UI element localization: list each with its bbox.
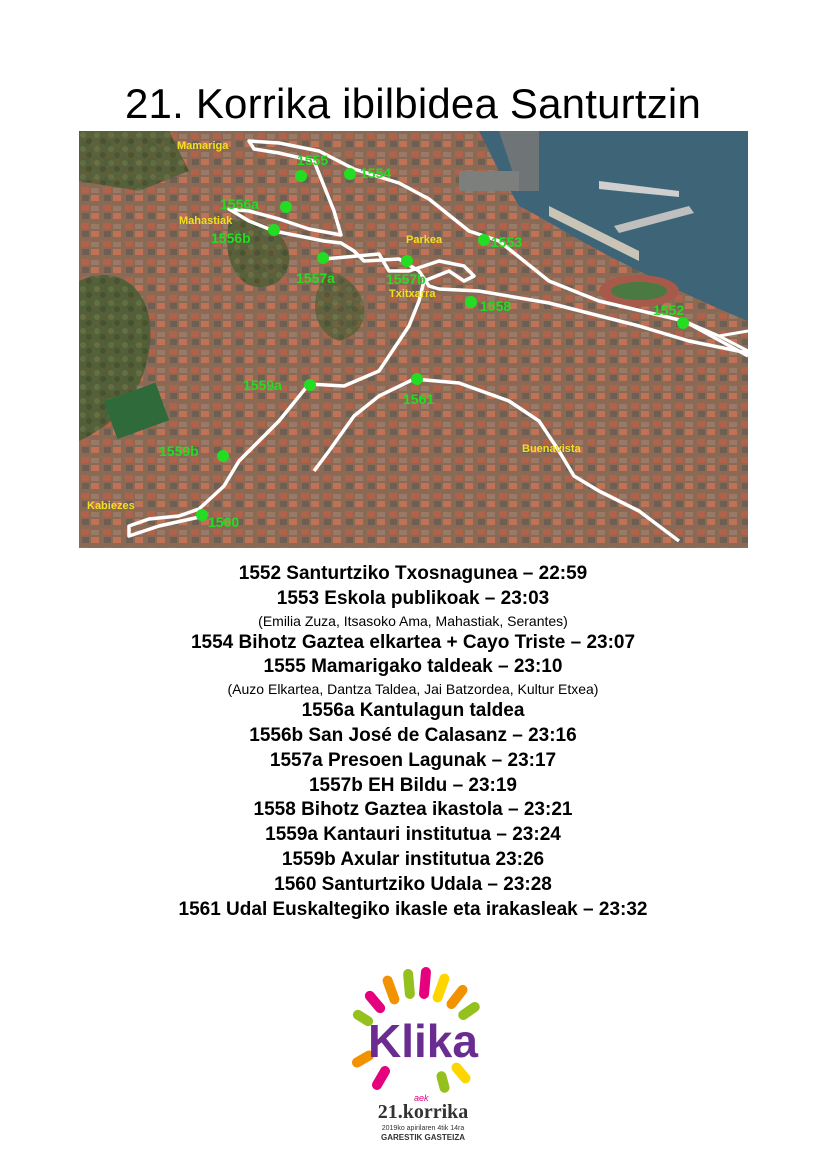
place-label-parkea: Parkea [406, 234, 443, 246]
schedule-row-1556a: 1556a Kantulagun taldea [301, 700, 525, 722]
marker-1557a [317, 252, 329, 264]
schedule-note-1553: (Emilia Zuza, Itsasoko Ama, Mahastiak, Serantes) [258, 612, 568, 629]
marker-1553 [478, 234, 490, 246]
marker-1557b [401, 255, 413, 267]
place-label-txitxarra: Txitxarra [389, 288, 436, 300]
logo-brand: Klika [368, 1015, 478, 1067]
page-title: 21. Korrika ibilbidea Santurtzin [124, 80, 702, 127]
marker-1560 [196, 509, 208, 521]
marker-label-1555: 1555 [297, 152, 329, 168]
aerial-map [79, 131, 748, 548]
marker-label-1559a: 1559a [243, 377, 282, 393]
marker-label-1552: 1552 [653, 302, 685, 318]
marker-1556a [280, 201, 292, 213]
marker-label-1554: 1554 [360, 165, 392, 181]
marker-1559a [304, 379, 316, 391]
marker-label-1559b: 1559b [159, 443, 199, 459]
marker-1556b [268, 224, 280, 236]
schedule-row-1554: 1554 Bihotz Gaztea elkartea + Cayo Triste – 23:07 [190, 631, 636, 653]
schedule-note-1555: (Auzo Elkartea, Dantza Taldea, Jai Batzordea, Kultur Etxea) [227, 681, 599, 698]
marker-1561 [411, 373, 423, 385]
place-label-mamariga: Mamariga [177, 140, 229, 152]
marker-label-1558: 1558 [480, 298, 512, 314]
korrika-logo [348, 965, 498, 1150]
place-label-kabiezes: Kabiezes [87, 500, 135, 512]
logo-route: GARESTIK GASTEIZA [380, 1133, 466, 1142]
place-label-buenavista: Buenavista [522, 443, 581, 455]
schedule-row-1555: 1555 Mamarigako taldeak – 23:10 [263, 656, 563, 678]
schedule-row-1553: 1553 Eskola publikoak – 23:03 [276, 587, 550, 609]
marker-label-1556b: 1556b [211, 230, 251, 246]
marker-1558 [465, 296, 477, 308]
logo-edition: 21.korrika [377, 1101, 469, 1123]
schedule-row-1560: 1560 Santurtziko Udala – 23:28 [274, 873, 552, 895]
marker-label-1557a: 1557a [296, 270, 335, 286]
marker-1552 [677, 317, 689, 329]
schedule-row-1557b: 1557b EH Bildu – 23:19 [308, 774, 518, 796]
marker-label-1561: 1561 [403, 391, 435, 407]
marker-1554 [344, 168, 356, 180]
schedule-row-1559a: 1559a Kantauri institutua – 23:24 [265, 824, 561, 846]
place-label-mahastiak: Mahastiak [179, 215, 233, 227]
logo-dates: 2019ko apirilaren 4tik 14ra [381, 1125, 465, 1132]
marker-1559b [217, 450, 229, 462]
marker-label-1556a: 1556a [220, 196, 259, 212]
schedule-row-1557a: 1557a Presoen Lagunak – 23:17 [269, 749, 557, 771]
schedule-row-1559b: 1559b Axular institutua 23:26 [281, 848, 545, 870]
marker-label-1557b: 1557b [386, 271, 426, 287]
relay-schedule [0, 562, 826, 922]
marker-label-1553: 1553 [491, 234, 523, 250]
schedule-row-1558: 1558 Bihotz Gaztea ikastola – 23:21 [253, 799, 573, 821]
route-map [79, 131, 748, 548]
logo-org: aek [414, 1093, 429, 1103]
marker-label-1560: 1560 [208, 514, 240, 530]
schedule-row-1561: 1561 Udal Euskaltegiko ikasle eta irakasleak – 23:32 [178, 898, 648, 920]
schedule-row-1552: 1552 Santurtziko Txosnagunea – 22:59 [238, 563, 588, 584]
marker-1555 [295, 170, 307, 182]
schedule-row-1556b: 1556b San José de Calasanz – 23:16 [249, 724, 577, 746]
